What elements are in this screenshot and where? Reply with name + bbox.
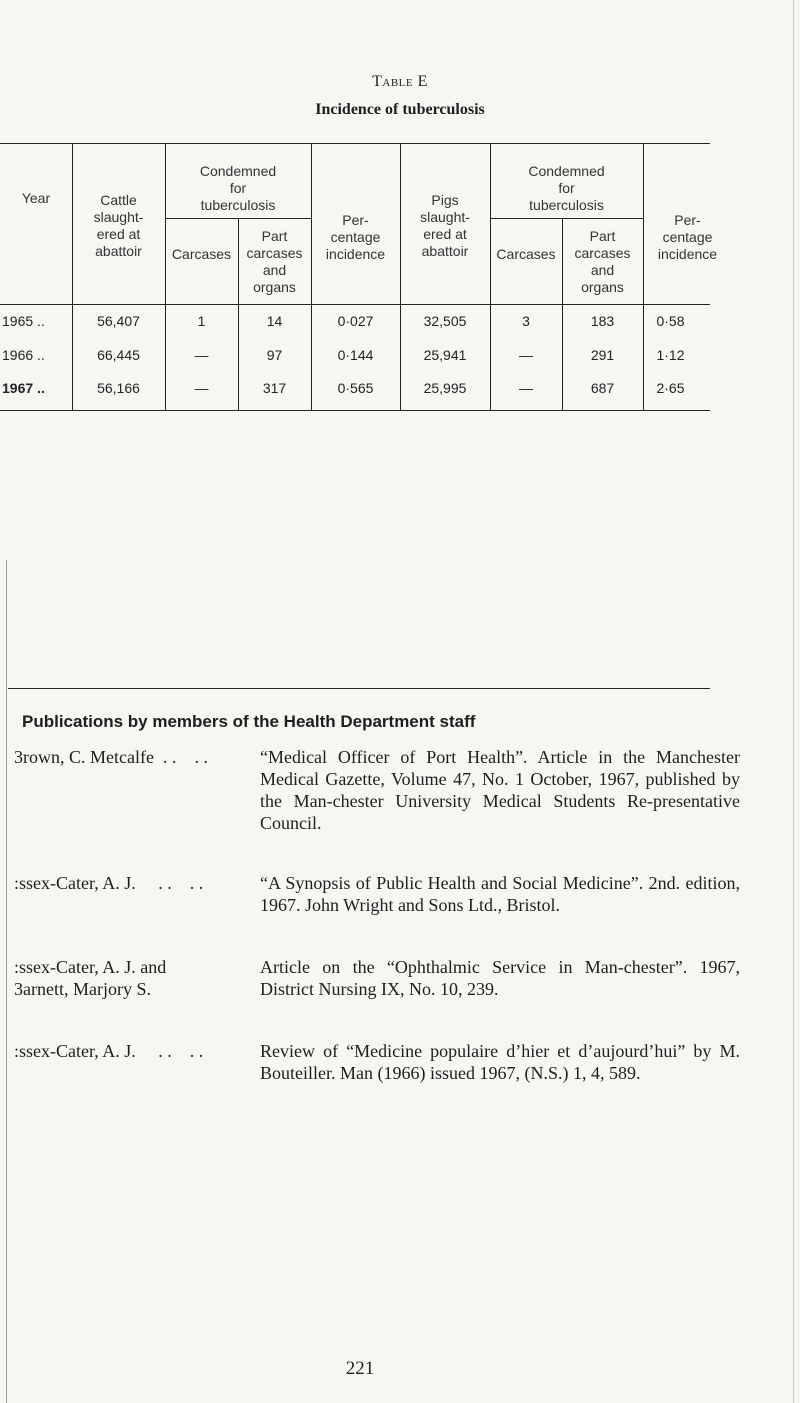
header-condemned-pigs: Condemned for tuberculosis bbox=[528, 163, 605, 213]
publication-entry: “Medical Officer of Port Health”. Article in the Manchester Medical Gazette, Volume 47, No. 1 October, 1967, published by the Man-chester University Medical Students Re-presentative Council. bbox=[260, 747, 740, 833]
table-cell-part-pigs: 687 bbox=[590, 380, 615, 396]
publications-title: Publications by members of the Health Department staff bbox=[22, 712, 476, 731]
right-scan-edge bbox=[793, 0, 794, 1403]
header-carcases-cattle: Carcases bbox=[171, 246, 232, 262]
header-part-carcases-pigs: Part carcases and organs bbox=[574, 228, 631, 295]
table-cell-cattle: 56,407 bbox=[97, 313, 140, 329]
header-part-carcases-cattle: Part carcases and organs bbox=[246, 228, 303, 295]
table-cell-cattle: 66,445 bbox=[97, 347, 140, 363]
page-number: 221 bbox=[345, 1358, 375, 1379]
left-scan-edge bbox=[6, 560, 7, 1403]
table-cell-year: 1967 .. bbox=[2, 380, 45, 396]
table-cell-carcases-pigs: — bbox=[519, 347, 533, 363]
table-cell-pct-cattle: 0·144 bbox=[337, 347, 374, 363]
table-cell-pct-pigs: 0·58 bbox=[656, 313, 685, 329]
table-cell-pigs: 32,505 bbox=[423, 313, 467, 329]
table-cell-pct-cattle: 0·027 bbox=[337, 313, 374, 329]
header-bottom-rule bbox=[0, 304, 710, 305]
table-cell-carcases-pigs: — bbox=[519, 380, 533, 396]
header-condemned-cattle: Condemned for tuberculosis bbox=[199, 163, 277, 213]
publication-author: :ssex-Cater, A. J. and 3arnett, Marjory S. bbox=[14, 957, 167, 999]
table-cell-carcases-cattle: — bbox=[194, 347, 209, 363]
table-cell-pct-pigs: 2·65 bbox=[656, 380, 685, 396]
column-rule bbox=[400, 143, 401, 411]
table-cell-year: 1965 .. bbox=[2, 313, 45, 329]
header-carcases-pigs: Carcases bbox=[496, 246, 556, 262]
publication-author: :ssex-Cater, A. J. . . . . bbox=[14, 873, 204, 893]
sub-header-rule-pigs bbox=[490, 218, 643, 219]
column-rule bbox=[643, 143, 644, 411]
table-cell-part-pigs: 291 bbox=[590, 347, 615, 363]
table-cell-pigs: 25,941 bbox=[423, 347, 467, 363]
table-cell-part-pigs: 183 bbox=[590, 313, 615, 329]
column-rule bbox=[72, 143, 73, 411]
table-cell-part-cattle: 14 bbox=[266, 313, 283, 329]
table-cell-pct-pigs: 1·12 bbox=[656, 347, 685, 363]
section-divider bbox=[8, 688, 710, 689]
header-percentage-cattle: Per- centage incidence bbox=[325, 212, 386, 262]
table-subtitle: Incidence of tuberculosis bbox=[315, 101, 485, 118]
table-top-rule bbox=[0, 143, 710, 144]
table-cell-part-cattle: 317 bbox=[262, 380, 287, 396]
header-year: Year bbox=[21, 190, 51, 206]
header-percentage-pigs: Per- centage incidence bbox=[657, 212, 718, 262]
publication-entry: Review of “Medicine populaire d’hier et d’aujourd’hui” by M. Bouteiller. Man (1966) issued 1967, (N.S.) 1, 4, 589. bbox=[260, 1041, 740, 1083]
publication-entry: Article on the “Ophthalmic Service in Man-chester”. 1967, District Nursing IX, No. 10, 239. bbox=[260, 957, 740, 999]
publication-entry: “A Synopsis of Public Health and Social Medicine”. 2nd. edition, 1967. John Wright and Sons Ltd., Bristol. bbox=[260, 873, 740, 915]
table-cell-carcases-cattle: 1 bbox=[197, 313, 206, 329]
header-cattle-slaughtered: Cattle slaught- ered at abattoir bbox=[93, 192, 144, 259]
table-cell-year: 1966 .. bbox=[2, 347, 45, 363]
table-caption: Table E bbox=[372, 73, 428, 90]
table-cell-carcases-cattle: — bbox=[194, 380, 209, 396]
column-rule bbox=[311, 143, 312, 411]
table-cell-cattle: 56,166 bbox=[97, 380, 140, 396]
table-bottom-rule bbox=[0, 410, 710, 411]
publication-author: 3rown, C. Metcalfe . . . . bbox=[14, 747, 208, 767]
table-cell-pct-cattle: 0·565 bbox=[337, 380, 374, 396]
publication-author: :ssex-Cater, A. J. . . . . bbox=[14, 1041, 204, 1061]
table-cell-carcases-pigs: 3 bbox=[522, 313, 530, 329]
table-cell-pigs: 25,995 bbox=[423, 380, 467, 396]
header-pigs-slaughtered: Pigs slaught- ered at abattoir bbox=[420, 192, 470, 259]
table-cell-part-cattle: 97 bbox=[266, 347, 283, 363]
